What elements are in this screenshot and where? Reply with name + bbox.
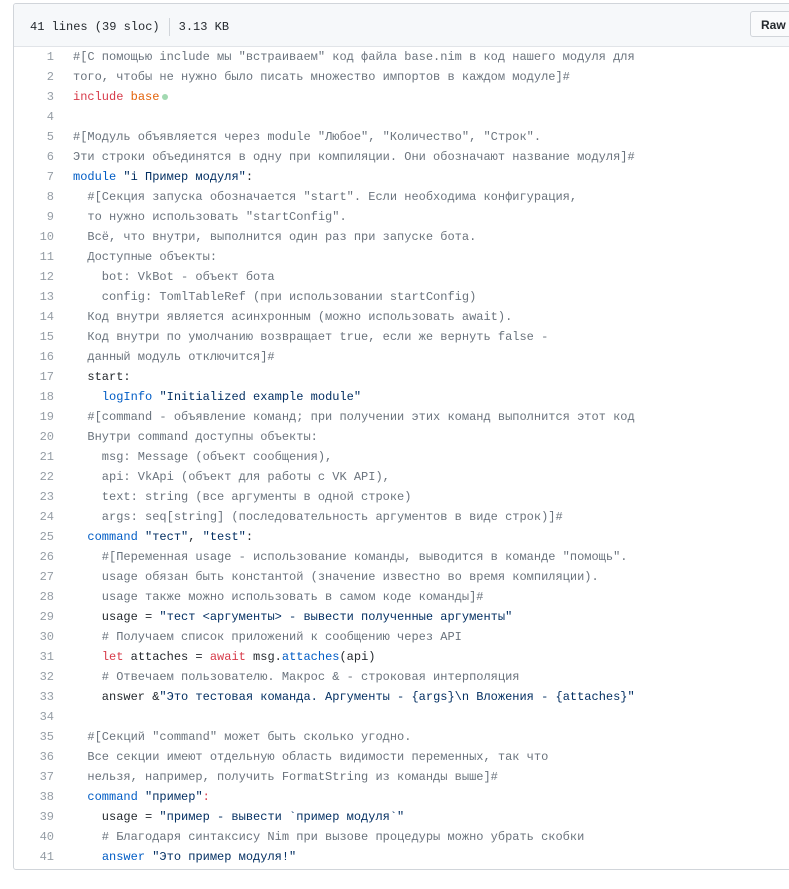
code-text: [54, 347, 275, 367]
code-line: [14, 147, 789, 167]
code-text: [54, 567, 599, 587]
code-token: "тест": [145, 530, 189, 544]
code-token: [73, 850, 102, 864]
code-line: [14, 247, 789, 267]
line-number[interactable]: 27: [39, 570, 54, 584]
line-number[interactable]: 14: [39, 310, 54, 324]
line-number[interactable]: 29: [39, 610, 54, 624]
code-text: [54, 307, 512, 327]
code-line: [14, 507, 789, 527]
code-text: [54, 207, 347, 227]
line-number[interactable]: 12: [39, 270, 54, 284]
code-token: Доступные объекты:: [73, 250, 218, 264]
code-token: [123, 90, 130, 104]
line-number[interactable]: 32: [39, 670, 54, 684]
line-number[interactable]: 22: [39, 470, 54, 484]
code-token: #[Переменная usage - использование команды, выводится в команде "помощь".: [73, 550, 628, 564]
code-token: Код внутри является асинхронным (можно использовать await).: [73, 310, 513, 324]
code-token: [73, 650, 102, 664]
code-text: [54, 507, 563, 527]
code-text: [54, 727, 411, 747]
code-line: [14, 207, 789, 227]
code-text: [54, 147, 635, 167]
code-token: #[Секция запуска обозначается "start". Если необходима конфигурация,: [73, 190, 578, 204]
line-number[interactable]: 34: [39, 710, 54, 724]
code-line: [14, 347, 789, 367]
code-token: того, чтобы не нужно было писать множество импортов в каждом модуле]#: [73, 70, 570, 84]
code-token: logInfo: [101, 390, 153, 404]
code-line: [14, 47, 789, 67]
code-text: [54, 447, 332, 467]
code-line: [14, 87, 789, 107]
code-body: [14, 47, 789, 867]
code-line: [14, 307, 789, 327]
code-text: [54, 127, 541, 147]
code-token: msg: Message (объект сообщения),: [73, 450, 333, 464]
line-number[interactable]: 13: [39, 290, 54, 304]
code-token: "Initialized example module": [159, 390, 362, 404]
code-line: [14, 687, 789, 707]
line-number[interactable]: 4: [46, 110, 54, 124]
code-line: [14, 107, 789, 127]
file-viewer: [13, 3, 789, 870]
code-line: [14, 547, 789, 567]
code-text: [54, 47, 635, 67]
line-number[interactable]: 28: [39, 590, 54, 604]
code-token: # Получаем список приложений к сообщению через API: [73, 630, 462, 644]
code-line: [14, 827, 789, 847]
code-token: await: [209, 650, 246, 664]
code-token: #[command - объявление команд; при получении этих команд выполнится этот код: [73, 410, 635, 424]
code-token: [73, 390, 102, 404]
code-token: answer &: [73, 690, 160, 704]
line-number[interactable]: 11: [39, 250, 54, 264]
code-token: [73, 790, 87, 804]
code-line: [14, 327, 789, 347]
code-line: [14, 407, 789, 427]
code-token: start:: [73, 370, 131, 384]
code-token: Эти строки объединятся в одну при компиляции. Они обозначают название модуля]#: [73, 150, 635, 164]
code-line: [14, 667, 789, 687]
code-token: attaches: [281, 650, 340, 664]
code-token: :: [245, 530, 254, 544]
code-line: [14, 367, 789, 387]
code-line: [14, 387, 789, 407]
code-line: [14, 807, 789, 827]
line-number[interactable]: 36: [39, 750, 54, 764]
raw-button[interactable]: Raw: [750, 11, 789, 37]
line-number[interactable]: 16: [39, 350, 54, 364]
code-token: "Это пример модуля!": [152, 850, 297, 864]
code-token: "test": [202, 530, 246, 544]
code-token: # Благодаря синтаксису Nim при вызове процедуры можно убрать скобки: [73, 830, 585, 844]
file-size: 3.13 KB: [178, 20, 230, 34]
code-line: [14, 727, 789, 747]
header-divider: [169, 18, 170, 36]
code-line: [14, 267, 789, 287]
code-line: [14, 487, 789, 507]
code-token: [73, 530, 87, 544]
code-line: [14, 847, 789, 867]
code-text: [54, 327, 548, 347]
code-token: ,: [188, 530, 203, 544]
code-token: # Отвечаем пользователю. Макрос & - строковая интерполяция: [73, 670, 520, 684]
code-text: [54, 807, 404, 827]
code-token: [138, 530, 145, 544]
code-text: [54, 487, 411, 507]
code-token: Внутри command доступны объекты:: [73, 430, 318, 444]
line-number[interactable]: 31: [39, 650, 54, 664]
code-token: command: [87, 530, 138, 544]
code-line: [14, 747, 789, 767]
code-line: [14, 767, 789, 787]
code-token: usage также можно использовать в самом коде команды]#: [73, 590, 484, 604]
line-number[interactable]: 41: [39, 850, 54, 864]
code-token: text: string (все аргументы в одной строке): [73, 490, 412, 504]
code-line: [14, 527, 789, 547]
code-text: [54, 247, 217, 267]
code-line: [14, 287, 789, 307]
code-text: [54, 387, 361, 407]
line-number[interactable]: 23: [39, 490, 54, 504]
line-number[interactable]: 8: [46, 190, 54, 204]
line-number[interactable]: 39: [39, 810, 54, 824]
line-number[interactable]: 15: [39, 330, 54, 344]
line-number[interactable]: 7: [46, 170, 54, 184]
line-number[interactable]: 40: [39, 830, 54, 844]
line-number[interactable]: 9: [46, 210, 54, 224]
code-token: данный модуль отключится]#: [73, 350, 275, 364]
line-number[interactable]: 1: [46, 50, 54, 64]
code-token: :: [202, 790, 210, 804]
code-token: module: [73, 170, 117, 184]
file-info: [30, 18, 229, 36]
line-number[interactable]: 21: [39, 450, 54, 464]
code-token: api: VkApi (объект для работы с VK API),: [73, 470, 390, 484]
code-token: Код внутри по умолчанию возвращает true, если же вернуть false -: [73, 330, 549, 344]
code-line: [14, 607, 789, 627]
line-number[interactable]: 3: [46, 90, 54, 104]
line-number[interactable]: 17: [39, 370, 54, 384]
code-token: answer: [101, 850, 146, 864]
code-text: [54, 527, 253, 547]
code-token: usage =: [73, 610, 160, 624]
code-text: [54, 187, 577, 207]
code-token: :: [245, 170, 254, 184]
code-text: [54, 587, 483, 607]
line-number[interactable]: 18: [39, 390, 54, 404]
code-text: [54, 287, 476, 307]
code-token: Всё, что внутри, выполнится один раз при запуске бота.: [73, 230, 477, 244]
code-token: #[Модуль объявляется через module "Любое", "Количество", "Строк".: [73, 130, 542, 144]
line-number[interactable]: 33: [39, 690, 54, 704]
code-line: [14, 427, 789, 447]
code-token: msg.: [245, 650, 282, 664]
code-text: [54, 367, 131, 387]
line-number[interactable]: 35: [39, 730, 54, 744]
line-count: 41 lines (39 sloc): [30, 20, 160, 34]
code-line: [14, 227, 789, 247]
code-text: [54, 767, 498, 787]
code-token: command: [87, 790, 138, 804]
code-token: нельзя, например, получить FormatString из команды выше]#: [73, 770, 498, 784]
line-number[interactable]: 30: [39, 630, 54, 644]
code-text: [54, 827, 584, 847]
code-text: [54, 647, 376, 667]
code-line: [14, 647, 789, 667]
code-token: Все секции имеют отдельную область видимости переменных, так что: [73, 750, 549, 764]
code-text: [54, 67, 570, 87]
code-token: #[Секций "command" может быть сколько угодно.: [73, 730, 412, 744]
code-text: [54, 847, 296, 867]
code-text: [54, 427, 318, 447]
code-line: [14, 67, 789, 87]
code-text: [54, 267, 275, 287]
code-token: то нужно использовать "startConfig".: [73, 210, 347, 224]
line-number[interactable]: 10: [39, 230, 54, 244]
code-text: [54, 227, 476, 247]
code-token: usage =: [73, 810, 160, 824]
code-text: [54, 747, 548, 767]
line-number[interactable]: 25: [39, 530, 54, 544]
code-token: args: seq[string] (последовательность аргументов в виде строк)]#: [73, 510, 563, 524]
line-number[interactable]: 2: [46, 70, 54, 84]
code-line: [14, 567, 789, 587]
code-token: usage обязан быть константой (значение известно во время компиляции).: [73, 570, 599, 584]
code-text: [54, 667, 519, 687]
annotation-dot-icon: [162, 94, 168, 100]
code-text: [54, 467, 390, 487]
code-line: [14, 187, 789, 207]
line-number[interactable]: 26: [39, 550, 54, 564]
code-text: [54, 167, 253, 187]
code-token: config: TomlTableRef (при использовании startConfig): [73, 290, 477, 304]
line-number[interactable]: 24: [39, 510, 54, 524]
code-token: "Это тестовая команда. Аргументы - {args}\n Вложения - {attaches}": [159, 690, 635, 704]
code-token: base: [130, 90, 160, 104]
code-text: [54, 547, 628, 567]
code-line: [14, 467, 789, 487]
code-token: let: [101, 650, 124, 664]
code-token: (api): [339, 650, 376, 664]
code-text: [54, 407, 635, 427]
code-line: [14, 707, 789, 727]
code-text: [54, 627, 462, 647]
code-line: [14, 627, 789, 647]
code-text: [54, 707, 73, 727]
code-text: [54, 107, 73, 127]
file-header: [14, 4, 789, 47]
code-token: include: [73, 90, 124, 104]
code-token: "і Пример модуля": [123, 170, 246, 184]
code-line: [14, 787, 789, 807]
line-number[interactable]: 38: [39, 790, 54, 804]
code-text: [54, 607, 512, 627]
code-token: "пример - вывести `пример модуля`": [159, 810, 405, 824]
code-token: "тест <аргументы> - вывести полученные аргументы": [159, 610, 513, 624]
code-token: attaches =: [123, 650, 210, 664]
code-line: [14, 587, 789, 607]
code-token: "пример": [145, 790, 203, 804]
code-line: [14, 167, 789, 187]
code-token: #[С помощью include мы "встраиваем" код файла base.nim в код нашего модуля для: [73, 50, 635, 64]
line-number[interactable]: 37: [39, 770, 54, 784]
code-token: bot: VkBot - объект бота: [73, 270, 275, 284]
line-number[interactable]: 6: [46, 150, 54, 164]
code-token: [138, 790, 145, 804]
code-text: [54, 787, 210, 807]
line-number[interactable]: 5: [46, 130, 54, 144]
line-number[interactable]: 20: [39, 430, 54, 444]
line-number[interactable]: 19: [39, 410, 54, 424]
code-line: [14, 127, 789, 147]
code-line: [14, 447, 789, 467]
code-text: [54, 87, 168, 107]
code-text: [54, 687, 635, 707]
